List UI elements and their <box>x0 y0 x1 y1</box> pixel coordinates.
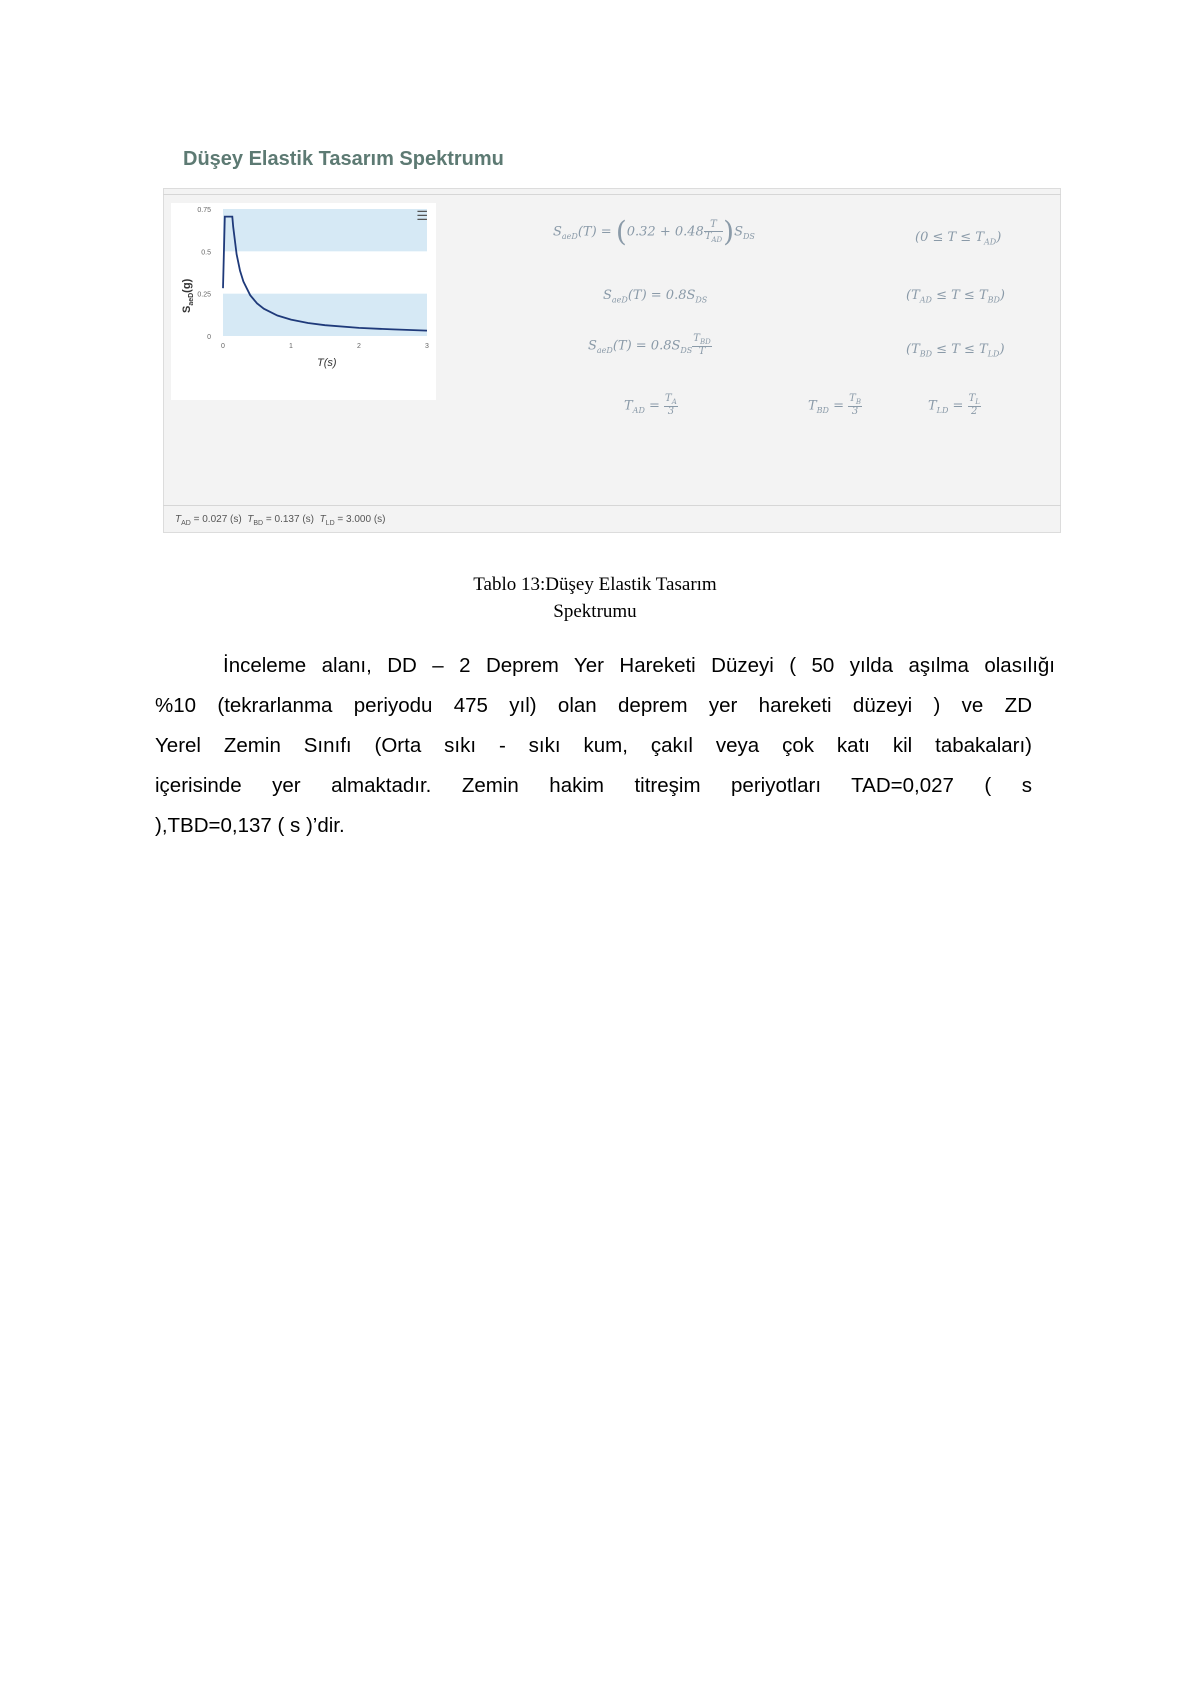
panel-divider <box>163 194 1061 195</box>
footer-tld: = 3.000 (s) <box>337 514 386 525</box>
spectrum-chart <box>171 203 436 400</box>
caption-line-1: Tablo 13:Düşey Elastik Tasarım <box>473 574 717 595</box>
formula-range-1: $(0 \le T \le T_{AD})$ <box>915 230 1002 247</box>
chart-y-tick-3: 0.75 <box>197 207 211 214</box>
chart-x-tick-3: 3 <box>425 343 429 350</box>
chart-y-tick-2: 0.5 <box>201 249 211 257</box>
chart-x-axis-label: T(s) <box>317 357 337 369</box>
paragraph-line-4: içerisinde yer almaktadır. Zemin hakim titreşim periyotları TAD=0,027 ( s <box>155 774 1032 797</box>
paragraph-line-3: Yerel Zemin Sınıfı (Orta sıkı - sıkı kum, çakıl veya çok katı kil tabakaları) <box>155 734 1032 757</box>
formula-segment-1: $S_{aeD}(T) = (0.32 + 0.48$ $\frac{T}{T_{AD}}$ )$S_{DS}$ <box>553 215 755 248</box>
paragraph-line-5: ),TBD=0,137 ( s )’dir. <box>155 814 345 837</box>
chart-x-tick-2: 2 <box>357 343 361 350</box>
panel-title: Düşey Elastik Tasarım Spektrumu <box>183 148 504 170</box>
chart-x-tick-1: 1 <box>289 343 293 350</box>
footer-tad: = 0.027 (s) <box>193 514 242 525</box>
formula-segment-2: $S_{aeD}(T) = 0.8S_{DS}$ <box>603 288 708 305</box>
footer-divider <box>163 505 1061 506</box>
formula-segment-3: $S_{aeD}(T) = 0.8S_{DS}$ $\frac{T_{BD}}{T}$ <box>588 333 711 358</box>
chart-y-tick-1: 0.25 <box>197 291 211 299</box>
paragraph-line-2: %10 (tekrarlanma periyodu 475 yıl) olan deprem yer hareketi düzeyi ) ve ZD <box>155 694 1032 717</box>
footer-tbd: = 0.137 (s) <box>265 514 314 525</box>
formula-tbd: $T_{BD}$ = $\frac{T_B}{3}$ <box>808 393 861 418</box>
chart-y-tick-0: 0 <box>207 334 211 341</box>
formula-tad: $T_{AD}$ = $\frac{T_A}{3}$ <box>624 393 677 418</box>
chart-band-1 <box>223 209 427 251</box>
chart-y-axis-label: $S_{aeD}(g)$ <box>181 278 196 313</box>
period-footer: $T_{AD} = 0.027$ (s) $T_{BD} = 0.137$ (s) $T_{LD} = 3.000$ (s) <box>175 514 386 527</box>
chart-x-tick-0: 0 <box>221 343 225 350</box>
formula-tld: $T_{LD}$ = $\frac{T_L}{2}$ <box>928 393 980 418</box>
hamburger-menu-icon[interactable]: ☰ <box>416 208 428 223</box>
caption-line-2: Spektrumu <box>553 601 637 622</box>
spectrum-chart-svg <box>171 203 436 400</box>
paragraph-line-1: İnceleme alanı, DD – 2 Deprem Yer Hareketi Düzeyi ( 50 yılda aşılma olasılığı <box>223 654 1055 677</box>
formula-range-2: $(T_{AD} \le T \le T_{BD})$ <box>906 288 1005 305</box>
formula-range-3: $(T_{BD} \le T \le T_{LD})$ <box>906 342 1005 359</box>
